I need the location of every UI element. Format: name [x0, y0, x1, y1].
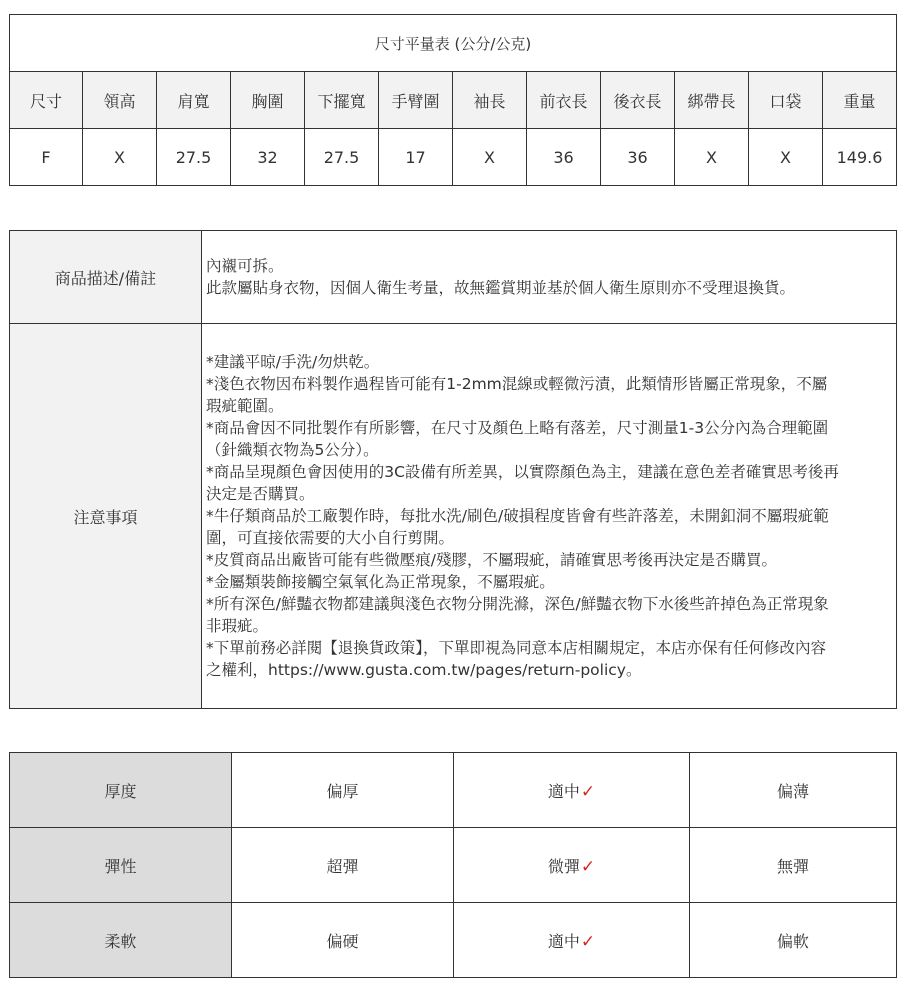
size-header: 重量	[823, 72, 897, 129]
size-value: F	[10, 129, 83, 186]
size-header: 領高	[83, 72, 157, 129]
feel-row	[10, 753, 897, 828]
notice-line: *商品呈現顏色會因使用的3C設備有所差異，以實際顏色為主，建議在意色差者確實思考後再	[206, 463, 839, 481]
notes-table	[9, 230, 897, 709]
size-value: 32	[231, 129, 305, 186]
feel-row-label: 彈性	[10, 828, 232, 903]
size-value: X	[749, 129, 823, 186]
feel-option-label: 偏軟	[776, 931, 809, 951]
size-value: X	[453, 129, 527, 186]
size-header: 前衣長	[527, 72, 601, 129]
feel-row	[10, 828, 897, 903]
size-value: 149.6	[823, 129, 897, 186]
size-value: X	[83, 129, 157, 186]
feel-option-label: 超彈	[326, 856, 359, 876]
feel-option	[232, 903, 454, 978]
feel-option	[232, 753, 454, 828]
notice-content	[202, 324, 897, 709]
notice-line: 非瑕疵。	[206, 617, 269, 635]
feel-option-label: 偏薄	[776, 781, 809, 801]
notice-line: *下單前務必詳閱【退換貨政策】，下單即視為同意本店相關規定，本店亦保有任何修改內容	[206, 639, 827, 657]
notice-line: *牛仔類商品於工廠製作時，每批水洗/刷色/破損程度皆會有些許落差，未開釦洞不屬瑕疵範	[206, 507, 829, 525]
size-header: 手臂圍	[379, 72, 453, 129]
feel-option-label: 偏厚	[326, 781, 359, 801]
feel-option	[690, 903, 897, 978]
description-line: 此款屬貼身衣物，因個人衛生考量，故無鑑賞期並基於個人衛生原則亦不受理退換貨。	[206, 279, 796, 297]
size-value: 36	[601, 129, 675, 186]
feel-row	[10, 903, 897, 978]
size-table	[9, 14, 897, 186]
notice-line: （針織類衣物為5公分）。	[206, 441, 379, 459]
size-value: X	[675, 129, 749, 186]
size-header: 胸圍	[231, 72, 305, 129]
notice-line: *金屬類裝飾接觸空氣氧化為正常現象，不屬瑕疵。	[206, 573, 555, 591]
feel-row-label: 柔軟	[10, 903, 232, 978]
feel-option	[690, 753, 897, 828]
check-mark-icon: ✓	[580, 856, 596, 877]
size-header: 肩寬	[157, 72, 231, 129]
return-policy-line: 之權利，https://www.gusta.com.tw/pages/return-policy。	[206, 661, 642, 679]
feel-option-label: 偏硬	[326, 931, 359, 951]
size-value: 27.5	[157, 129, 231, 186]
feel-option	[232, 828, 454, 903]
size-table-title: 尺寸平量表 (公分/公克)	[10, 15, 897, 72]
feel-option	[454, 828, 690, 903]
check-mark-icon: ✓	[580, 781, 596, 802]
check-mark-icon: ✓	[580, 931, 596, 952]
size-header: 綁帶長	[675, 72, 749, 129]
feel-row-label: 厚度	[10, 753, 232, 828]
size-header: 尺寸	[10, 72, 83, 129]
size-value: 36	[527, 129, 601, 186]
notice-line: *皮質商品出廠皆可能有些微壓痕/殘膠，不屬瑕疵，請確實思考後再決定是否購買。	[206, 551, 777, 569]
feel-option	[454, 753, 690, 828]
feel-option-label: 微彈	[547, 856, 580, 876]
description-label: 商品描述/備註	[10, 231, 202, 324]
notice-label: 注意事項	[10, 324, 202, 709]
feel-table	[9, 752, 897, 978]
size-header: 袖長	[453, 72, 527, 129]
feel-option-label: 適中	[547, 931, 580, 951]
notice-line: 圍，可直接依需要的大小自行剪開。	[206, 529, 455, 547]
feel-option-label: 適中	[547, 781, 580, 801]
description-content	[202, 231, 897, 324]
description-line: 內襯可拆。	[206, 257, 284, 275]
notice-line: 決定是否購買。	[206, 485, 315, 503]
notice-line: *所有深色/鮮豔衣物都建議與淺色衣物分開洗滌，深色/鮮豔衣物下水後些許掉色為正常現象	[206, 595, 829, 613]
notice-line: *淺色衣物因布料製作過程皆可能有1-2mm混線或輕微污漬，此類情形皆屬正常現象，不屬	[206, 375, 828, 393]
size-header: 下擺寬	[305, 72, 379, 129]
size-header: 後衣長	[601, 72, 675, 129]
size-value: 27.5	[305, 129, 379, 186]
size-value: 17	[379, 129, 453, 186]
notice-line: 瑕疵範圍。	[206, 397, 284, 415]
feel-option-label: 無彈	[776, 856, 809, 876]
size-header: 口袋	[749, 72, 823, 129]
feel-option	[454, 903, 690, 978]
notice-line: *建議平晾/手洗/勿烘乾。	[206, 353, 380, 371]
feel-option	[690, 828, 897, 903]
notice-line: *商品會因不同批製作有所影響，在尺寸及顏色上略有落差，尺寸測量1-3公分內為合理範圍	[206, 419, 829, 437]
